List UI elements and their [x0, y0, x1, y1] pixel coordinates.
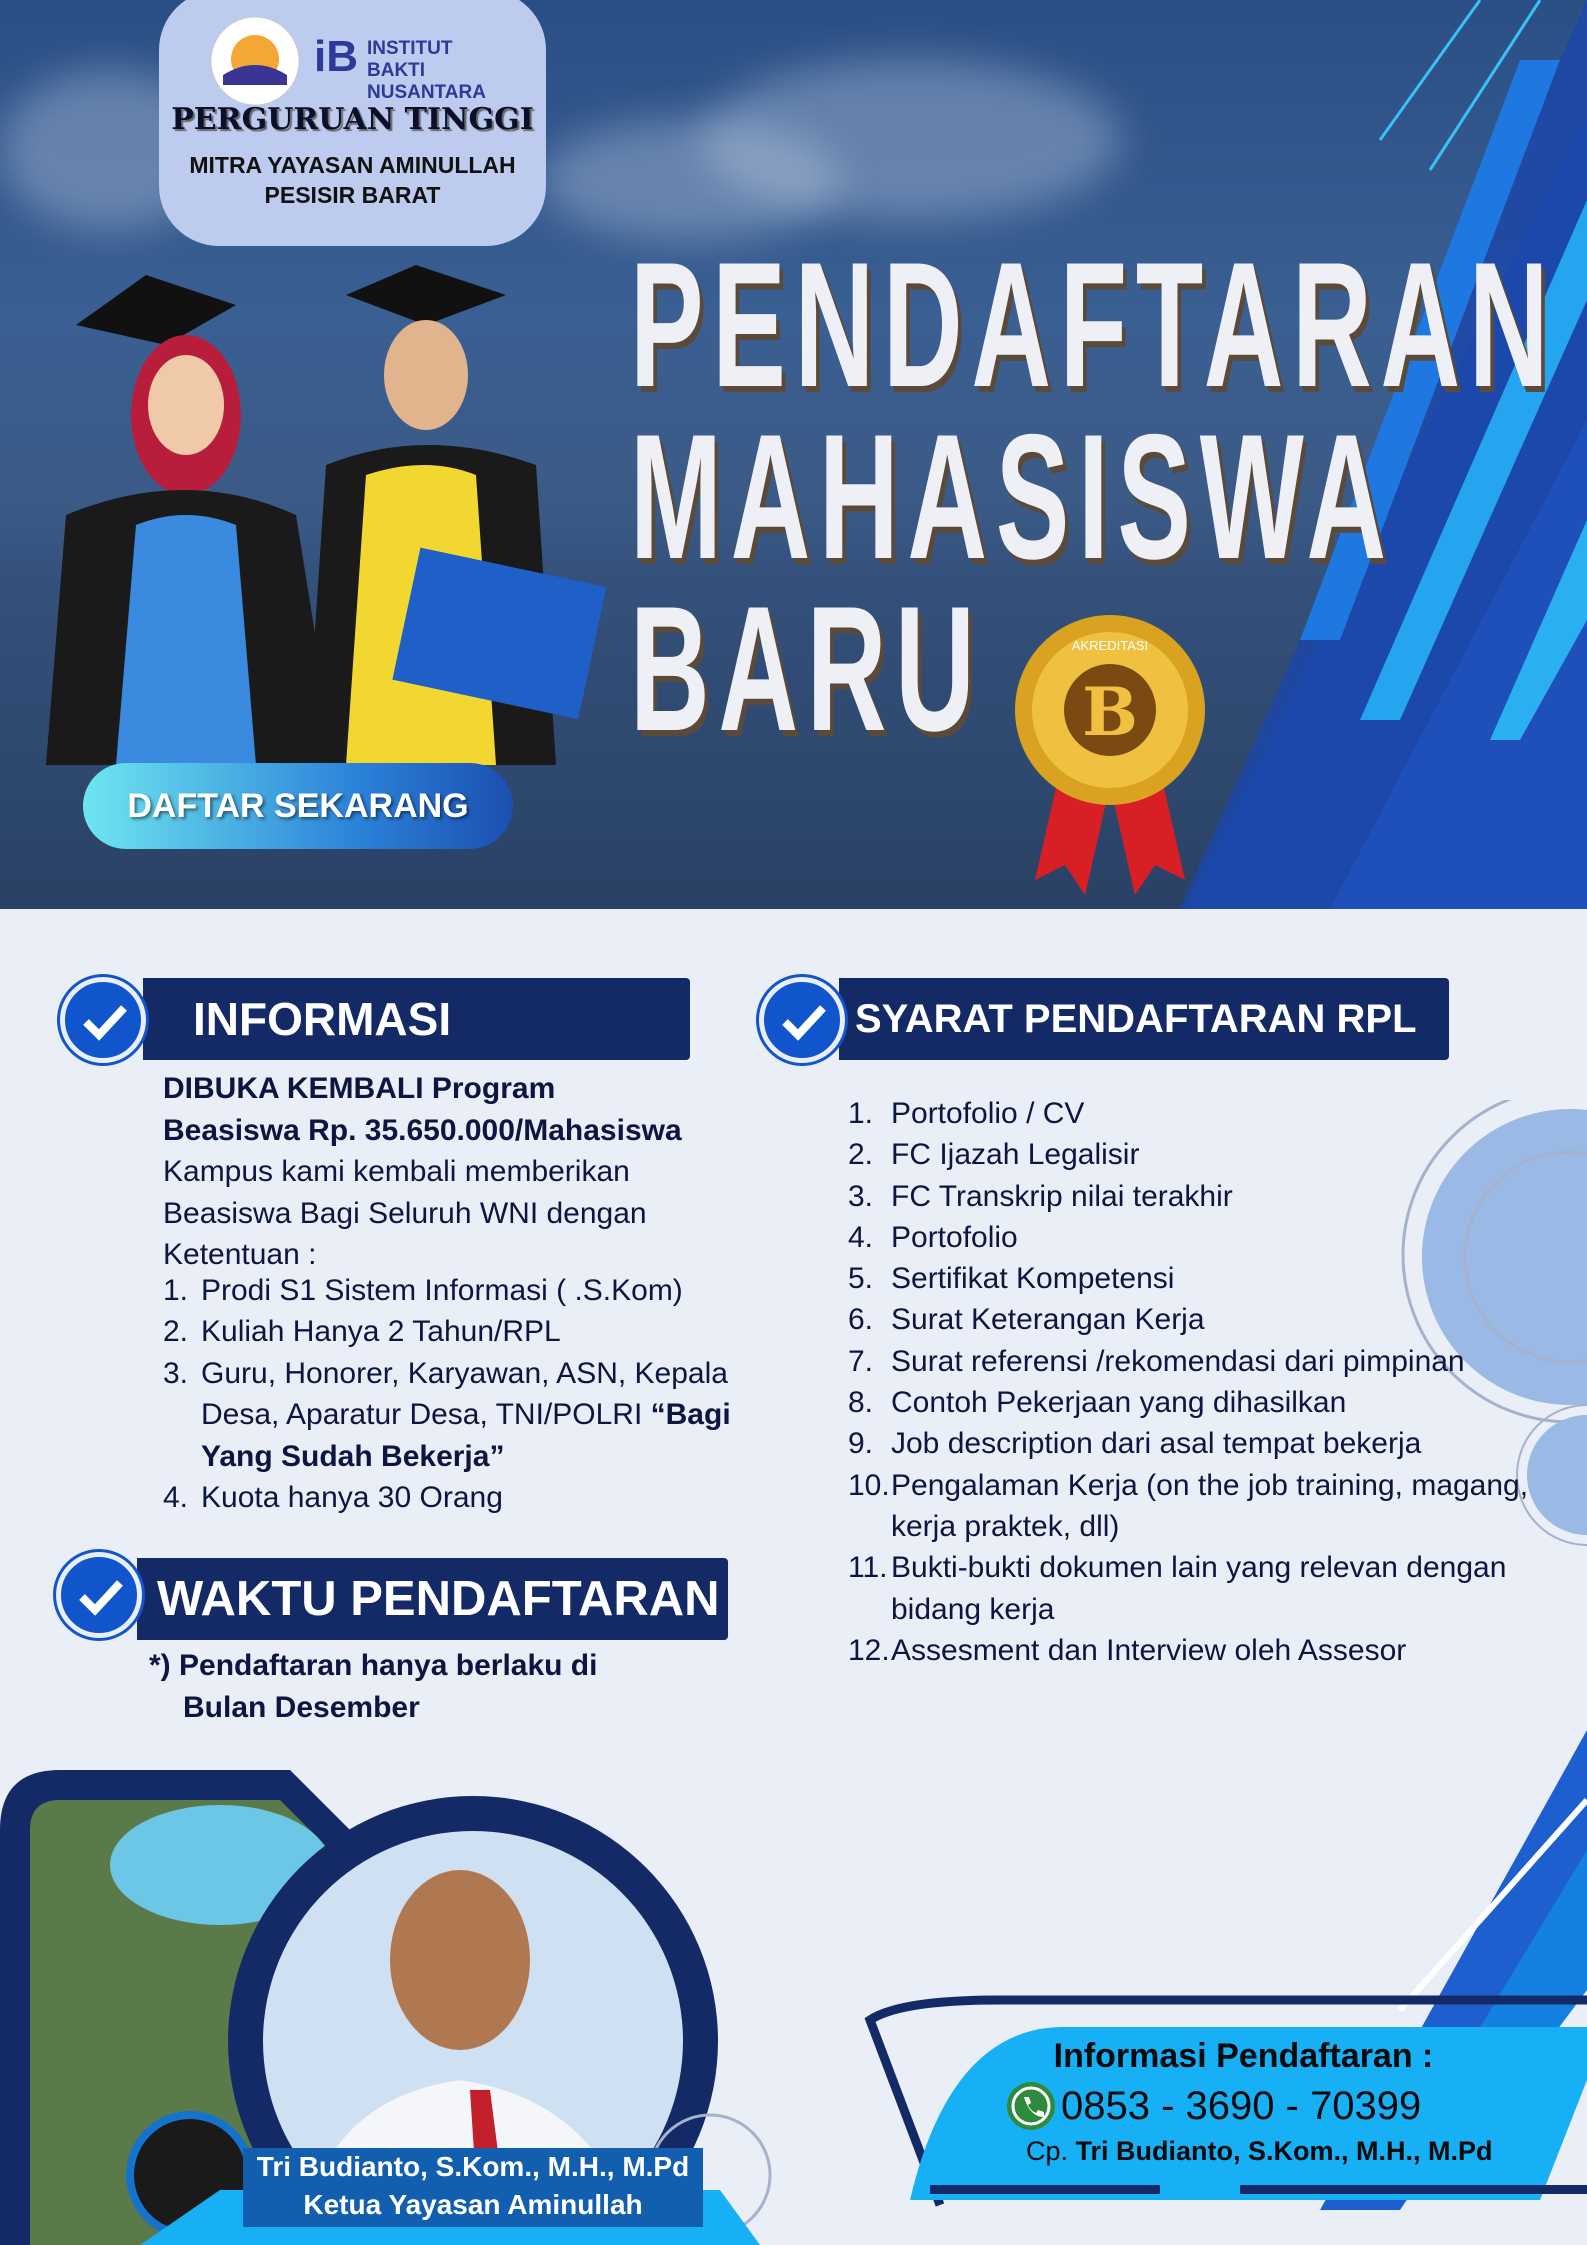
contact-person: Cp. Tri Budianto, S.Kom., M.H., M.Pd: [1026, 2136, 1493, 2166]
register-now-label: DAFTAR SEKARANG: [127, 786, 469, 825]
syarat-list: [848, 1093, 1548, 1671]
contact-heading: Informasi Pendaftaran :: [1053, 2037, 1434, 2075]
title-line-1: PENDAFTARAN: [630, 225, 1558, 424]
whatsapp-icon: [1005, 2080, 1057, 2132]
check-circle-icon: [56, 1552, 142, 1638]
syarat-item: 12. Assesment dan Interview oleh Assesor: [848, 1633, 1407, 1667]
informasi-item: 1. Prodi S1 Sistem Informasi ( .S.Kom): [163, 1273, 683, 1307]
ibn-logo-icon: iB: [314, 32, 358, 81]
contact-panel: [860, 2027, 1587, 2167]
syarat-heading: SYARAT PENDAFTARAN RPL: [839, 978, 1449, 1060]
contact-decoration: [840, 1730, 1587, 2245]
syarat-item: 6. Surat Keterangan Kerja: [848, 1303, 1205, 1337]
contact-phone-row[interactable]: [1005, 2080, 1587, 2132]
syarat-item: 10. Pengalaman Kerja (on the job training, magang, kerja praktek, dll): [848, 1468, 1529, 1543]
waktu-note: *) Pendaftaran hanya berlaku di Bulan Desember: [149, 1649, 598, 1724]
syarat-item: 9. Job description dari asal tempat bekerja: [848, 1427, 1422, 1461]
informasi-item: 2. Kuliah Hanya 2 Tahun/RPL: [163, 1315, 561, 1348]
syarat-item: 5. Sertifikat Kompetensi: [848, 1262, 1175, 1296]
badge-grade: B: [1082, 673, 1138, 751]
badge-label: AKREDITASI: [1071, 638, 1149, 653]
syarat-item: 1. Portofolio / CV: [848, 1097, 1085, 1130]
leader-role: Ketua Yayasan Aminullah: [303, 2189, 643, 2220]
informasi-item: 4. Kuota hanya 30 Orang: [163, 1481, 503, 1514]
informasi-item: 3. Guru, Honorer, Karyawan, ASN, Kepala Desa, Aparatur Desa, TNI/POLRI “Bagi Yang Sudah Bekerja”: [163, 1356, 731, 1473]
syarat-item: 11. Bukti-bukti dokumen lain yang relevan dengan bidang kerja: [848, 1551, 1507, 1626]
contact-phone: 0853 - 3690 - 70399: [1061, 2083, 1422, 2128]
waktu-heading: WAKTU PENDAFTARAN: [137, 1558, 728, 1640]
informasi-body: DIBUKA KEMBALI Program Beasiswa Rp. 35.650.000/Mahasiswa Kampus kami kembali memberikan Beasiswa Bagi Seluruh WNI dengan Ketentuan : 1. Prodi S1 Sistem Informasi ( .S.Kom) 2. Kuliah Hanya 2 Tahun/RPL 3. Guru, Honorer, Karyawan, ASN, Kepala Desa, Aparatur Desa, TNI/POLRI “Bagi Yang Sudah Bekerja” 4. Kuota hanya 30 Orang: [163, 1068, 743, 1519]
informasi-heading: INFORMASI: [143, 978, 690, 1060]
check-circle-icon: [60, 977, 146, 1063]
syarat-item: 8. Contoh Pekerjaan yang dihasilkan: [848, 1386, 1347, 1420]
title-line-2: MAHASISWA: [630, 397, 1395, 596]
graduates-photo: [36, 265, 606, 765]
ibn-logo-text: INSTITUT BAKTI NUSANTARA: [367, 38, 486, 103]
syarat-item: 7. Surat referensi /rekomendasi dari pimpinan: [848, 1344, 1465, 1378]
org-title: PERGURUAN TINGGI: [171, 102, 534, 137]
check-circle-icon: [759, 977, 845, 1063]
institution-header: [159, 0, 546, 246]
register-now-button[interactable]: [83, 763, 513, 849]
accreditation-badge-icon: [1005, 610, 1215, 900]
leader-name: Tri Budianto, S.Kom., M.H., M.Pd: [256, 2151, 690, 2182]
title-line-3: BARU: [630, 569, 984, 768]
syarat-item: 2. FC Ijazah Legalisir: [848, 1138, 1140, 1172]
syarat-item: 4. Portofolio: [848, 1220, 1018, 1254]
leader-name-banner: [243, 2148, 703, 2227]
org-subtitle: MITRA YAYASAN AMINULLAH PESISIR BARAT: [189, 152, 516, 208]
syarat-item: 3. FC Transkrip nilai terakhir: [848, 1179, 1233, 1213]
yayasan-logo-icon: [209, 15, 301, 107]
